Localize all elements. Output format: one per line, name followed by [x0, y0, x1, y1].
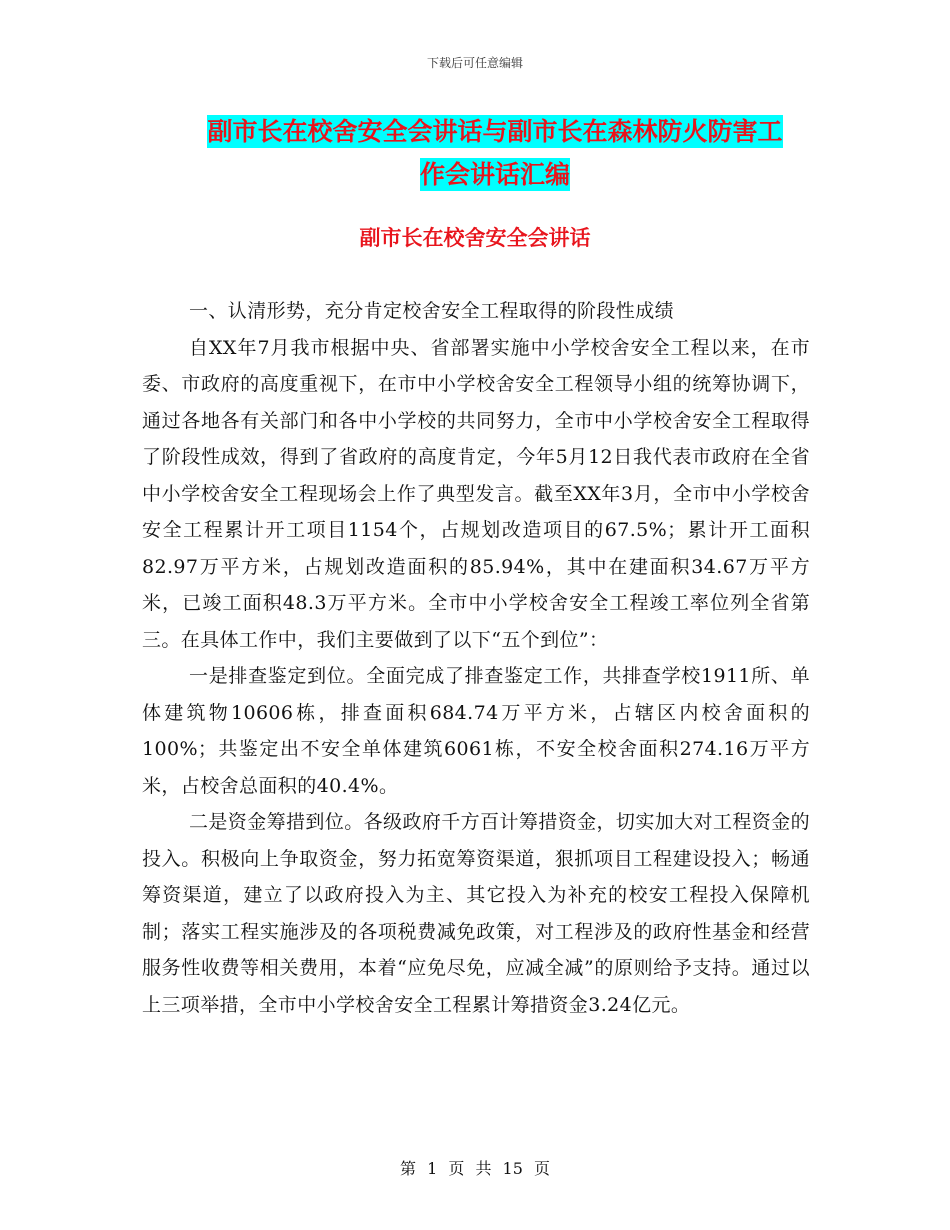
- paragraph: 二是资金筹措到位。各级政府千方百计筹措资金，切实加大对工程资金的投入。积极向上争取资金，努力拓宽筹资渠道，狠抓项目工程建设投入；畅通筹资渠道，建立了以政府投入为主、其它投入为补充的校安工程投入保障机制；落实工程实施涉及的各项税费减免政策，对工程涉及的政府性基金和经营服务性收费等相关费用，本着“应免尽免，应减全减”的原则给予支持。通过以上三项举措，全市中小学校舍安全工程累计筹措资金3.24亿元。: [142, 811, 810, 1016]
- page-footer: 第 1 页 共 15 页: [400, 1159, 550, 1178]
- document-title-line-1: 副市长在校舍安全会讲话与副市长在森林防火防害工: [207, 117, 783, 146]
- document-title: [140, 110, 850, 196]
- section-title: 副市长在校舍安全会讲话: [359, 226, 591, 250]
- paragraph: 一是排查鉴定到位。全面完成了排查鉴定工作，共排查学校1911所、单体建筑物10606栋，排查面积684.74万平方米，占辖区内校舍面积的100%；共鉴定出不安全单体建筑6061栋，不安全校舍面积274.16万平方米，占校舍总面积的40.4%。: [142, 665, 810, 797]
- header-note: 下载后可任意编辑: [426, 56, 523, 70]
- document-title-line-2: 作会讲话汇编: [419, 160, 570, 189]
- paragraph-heading: 一、认清形势，充分肯定校舍安全工程取得的阶段性成绩: [189, 300, 675, 322]
- paragraph: 自XX年7月我市根据中央、省部署实施中小学校舍安全工程以来，在市委、市政府的高度重视下，在市中小学校舍安全工程领导小组的统筹协调下，通过各地各有关部门和各中小学校的共同努力，全市中小学校舍安全工程取得了阶段性成效，得到了省政府的高度肯定，今年5月12日我代表市政府在全省中小学校舍安全工程现场会上作了典型发言。截至XX年3月，全市中小学校舍安全工程累计开工项目1154个，占规划改造项目的67.5%；累计开工面积82.97万平方米，占规划改造面积的85.94%，其中在建面积34.67万平方米，已竣工面积48.3万平方米。全市中小学校舍安全工程竣工率位列全省第三。在具体工作中，我们主要做到了以下“五个到位”：: [142, 336, 810, 651]
- body-text: [142, 293, 810, 1023]
